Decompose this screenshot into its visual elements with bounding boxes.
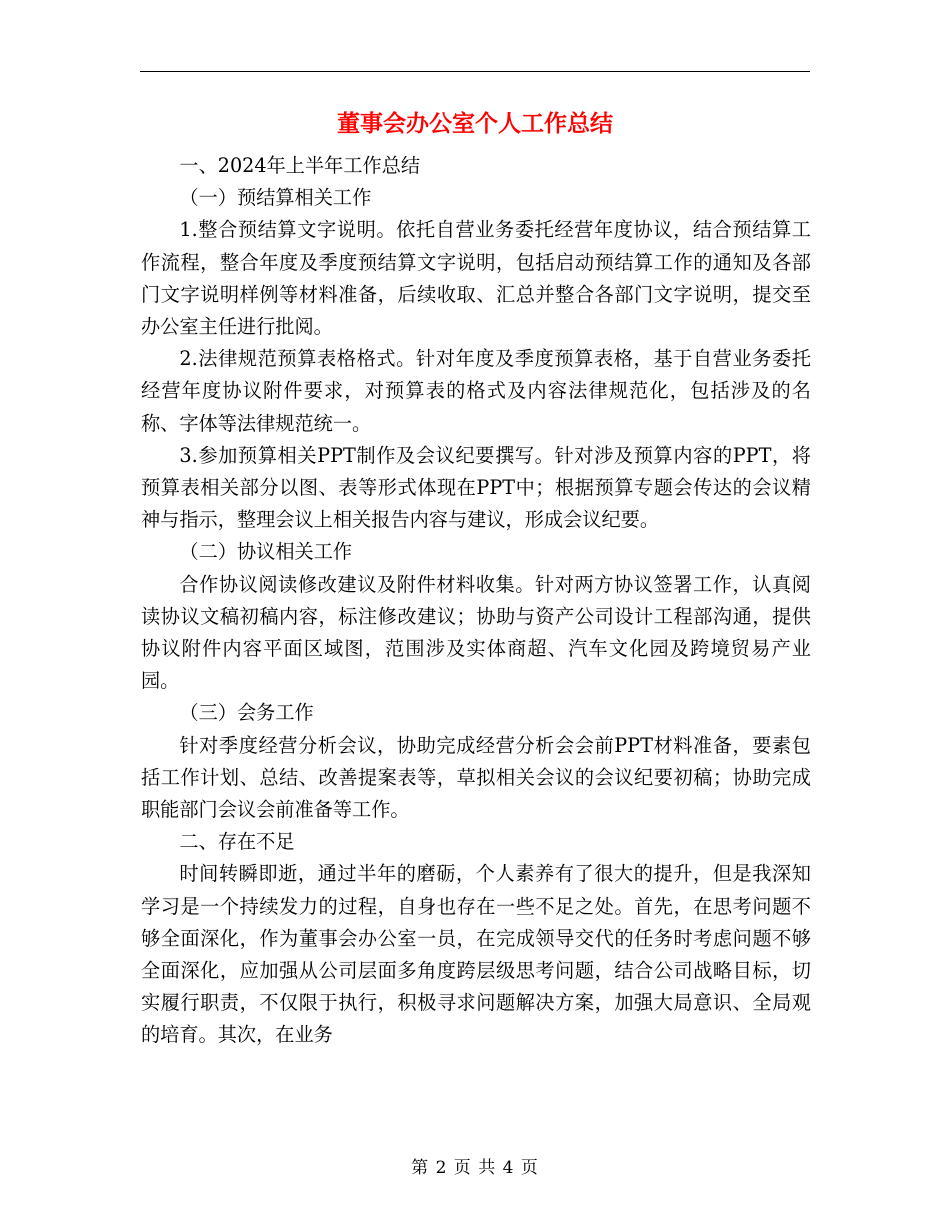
paragraph: 针对季度经营分析会议，协助完成经营分析会会前PPT材料准备，要素包括工作计划、总结、改善提案表等，草拟相关会议的会议纪要初稿；协助完成职能部门会议会前准备等工作。 (141, 733, 811, 822)
paragraph: 2.法律规范预算表格格式。针对年度及季度预算表格，基于自营业务委托经营年度协议附件要求，对预算表的格式及内容法律规范化，包括涉及的名称、字体等法律规范统一。 (141, 347, 811, 435)
section-heading: 二、存在不足 (179, 830, 295, 854)
section-heading: 一、2024年上半年工作总结 (179, 154, 421, 177)
subsection-heading: （二）协议相关工作 (179, 540, 353, 564)
paragraph: 1.整合预结算文字说明。依托自营业务委托经营年度协议，结合预结算工作流程，整合年度及季度预结算文字说明，包括启动预结算工作的通知及各部门文字说明样例等材料准备，后续收取、汇总并整合各部门文字说明，提交至办公室主任进行批阅。 (141, 218, 811, 339)
paragraph: 合作协议阅读修改建议及附件材料收集。针对两方协议签署工作，认真阅读协议文稿初稿内容，标注修改建议；协助与资产公司设计工程部沟通，提供协议附件内容平面区域图，范围涉及实体商超、汽车文化园及跨境贸易产业园。 (141, 572, 811, 693)
page-footer: 第 2 页 共 4 页 (411, 1158, 539, 1178)
paragraph: 时间转瞬即逝，通过半年的磨砺，个人素养有了很大的提升，但是我深知学习是一个持续发力的过程，自身也存在一些不足之处。首先，在思考问题不够全面深化，作为董事会办公室一员，在完成领导交代的任务时考虑问题不够全面深化，应加强从公司层面多角度跨层级思考问题，结合公司战略目标，切实履行职责，不仅限于执行，积极寻求问题解决方案，加强大局意识、全局观的培育。其次，在业务 (141, 862, 811, 1047)
header-rule (140, 71, 810, 72)
paragraph: 3.参加预算相关PPT制作及会议纪要撰写。针对涉及预算内容的PPT，将预算表相关部分以图、表等形式体现在PPT中；根据预算专题会传达的会议精神与指示，整理会议上相关报告内容与建议，形成会议纪要。 (141, 443, 811, 532)
document-body (141, 150, 811, 1052)
subsection-heading: （三）会务工作 (179, 701, 314, 725)
document-title: 董事会办公室个人工作总结 (337, 110, 613, 137)
subsection-heading: （一）预结算相关工作 (179, 186, 372, 210)
